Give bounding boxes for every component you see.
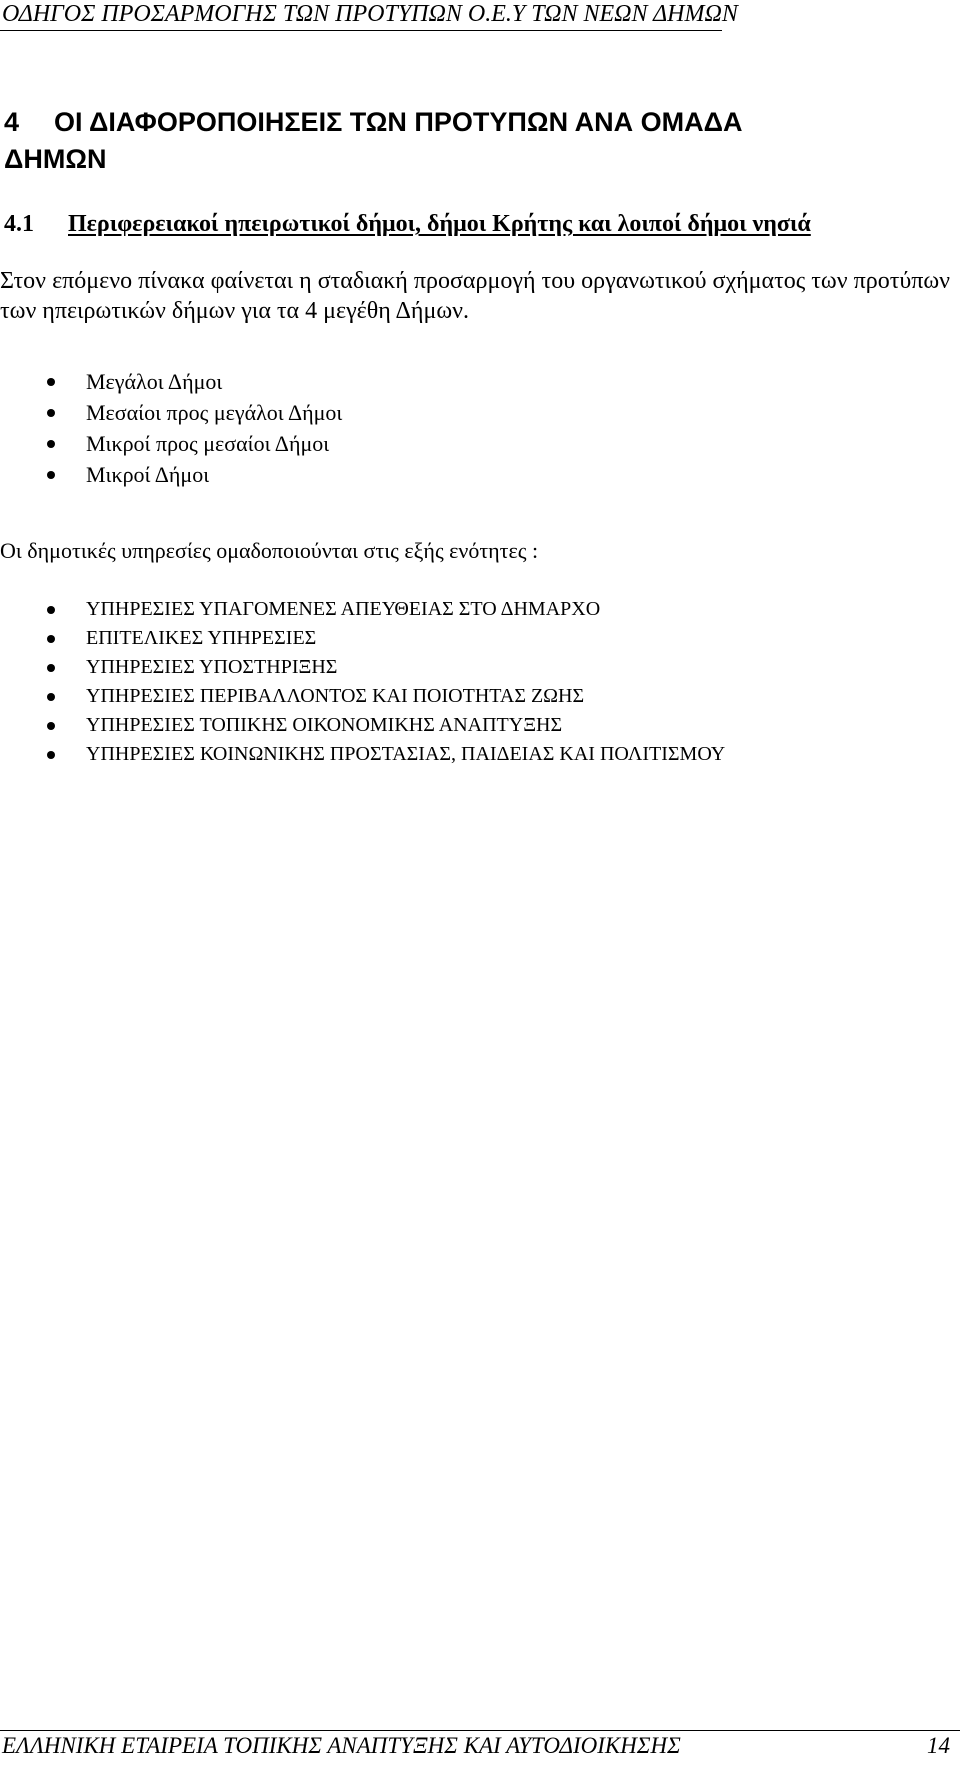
list-item: ΥΠΗΡΕΣΙΕΣ ΥΠΑΓΟΜΕΝΕΣ ΑΠΕΥΘΕΙΑΣ ΣΤΟ ΔΗΜΑΡΧΟ [0,595,725,624]
list-item: Μικροί προς μεσαίοι Δήμοι [0,428,342,459]
running-header: ΟΔΗΓΟΣ ΠΡΟΣΑΡΜΟΓΗΣ ΤΩΝ ΠΡΟΤΥΠΩΝ Ο.Ε.Υ ΤΩΝ ΝΕΩΝ ΔΗΜΩΝ [0,0,722,31]
list-item: ΕΠΙΤΕΛΙΚΕΣ ΥΠΗΡΕΣΙΕΣ [0,624,725,653]
page-number: 14 [927,1733,950,1758]
service-groups-list [0,595,725,769]
footer-organization: ΕΛΛΗΝΙΚΗ ΕΤΑΙΡΕΙΑ ΤΟΠΙΚΗΣ ΑΝΑΠΤΥΞΗΣ ΚΑΙ ΑΥΤΟΔΙΟΙΚΗΣΗΣ [2,1733,681,1758]
list-item: ΥΠΗΡΕΣΙΕΣ ΥΠΟΣΤΗΡΙΞΗΣ [0,653,725,682]
list-item: Μικροί Δήμοι [0,459,342,490]
intro-paragraph: Στον επόμενο πίνακα φαίνεται η σταδιακή προσαρμογή του οργανωτικού σχήματος των προτύπων των ηπειρωτικών δήμων για τα 4 μεγέθη Δήμων. [0,268,950,324]
list-item: ΥΠΗΡΕΣΙΕΣ ΠΕΡΙΒΑΛΛΟΝΤΟΣ ΚΑΙ ΠΟΙΟΤΗΤΑΣ ΖΩΗΣ [0,682,725,711]
chapter-heading [0,104,940,178]
list-item: ΥΠΗΡΕΣΙΕΣ ΤΟΠΙΚΗΣ ΟΙΚΟΝΟΜΙΚΗΣ ΑΝΑΠΤΥΞΗΣ [0,711,725,740]
list-item: ΥΠΗΡΕΣΙΕΣ ΚΟΙΝΩΝΙΚΗΣ ΠΡΟΣΤΑΣΙΑΣ, ΠΑΙΔΕΙΑΣ ΚΑΙ ΠΟΛΙΤΙΣΜΟΥ [0,740,725,769]
chapter-title-line1: ΟΙ ΔΙΑΦΟΡΟΠΟΙΗΣΕΙΣ ΤΩΝ ΠΡΟΤΥΠΩΝ ΑΝΑ ΟΜΑΔΑ [54,107,743,137]
list-item: Μεσαίοι προς μεγάλοι Δήμοι [0,397,342,428]
section-heading [4,210,811,238]
services-intro: Οι δημοτικές υπηρεσίες ομαδοποιούνται στις εξής ενότητες : [0,538,539,563]
municipality-size-list [0,366,342,490]
chapter-title-line2: ΔΗΜΩΝ [4,144,107,174]
section-number: 4.1 [4,211,34,237]
section-title: Περιφερειακοί ηπειρωτικοί δήμοι, δήμοι Κρήτης και λοιποί δήμοι νησιά [68,211,811,237]
page-footer [0,1730,960,1758]
chapter-number: 4 [4,107,20,137]
list-item: Μεγάλοι Δήμοι [0,366,342,397]
